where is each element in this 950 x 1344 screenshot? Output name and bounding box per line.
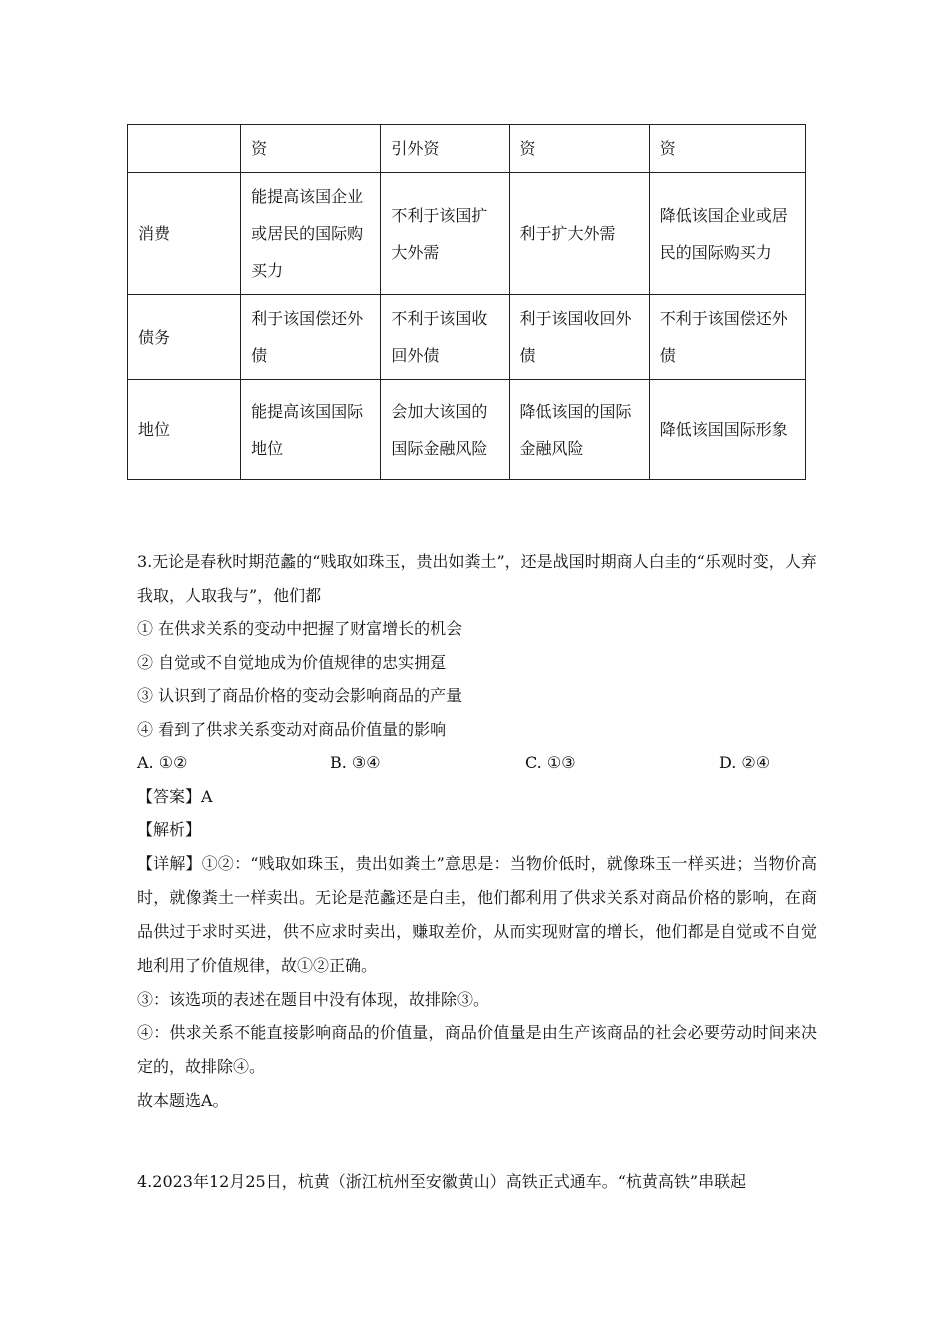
- option-b: B. ③④: [330, 753, 381, 772]
- table-cell: [128, 125, 241, 173]
- table-cell: 能提高该国国际地位: [241, 380, 381, 480]
- table-cell: 利于该国偿还外债: [241, 295, 381, 380]
- analysis-label: 【解析】: [137, 820, 202, 839]
- question-stem: 4.2023年12月25日，杭黄（浙江杭州至安徽黄山）高铁正式通车。“杭黄高铁”串联起: [137, 1172, 747, 1191]
- table-row: [128, 295, 806, 380]
- option-c: C. ①③: [525, 753, 576, 772]
- table-cell: 会加大该国的国际金融风险: [381, 380, 509, 480]
- option-d: D. ②④: [719, 753, 771, 772]
- statement-item: ① 在供求关系的变动中把握了财富增长的机会: [137, 619, 463, 638]
- answer-options: [137, 746, 817, 780]
- explanation-note: ③：该选项的表述在题目中没有体现，故排除③。: [137, 989, 490, 1009]
- question-stem: 3.无论是春秋时期范蠡的“贱取如珠玉，贵出如粪土”，还是战国时期商人白圭的“乐观时变，人弃我取，人取我与”，他们都: [137, 552, 817, 605]
- conclusion: 故本题选A。: [137, 1091, 229, 1110]
- explanation-note: ④：供求关系不能直接影响商品的价值量，商品价值量是由生产该商品的社会必要劳动时间来决定的，故排除④。: [137, 1023, 817, 1076]
- table-row: [128, 173, 806, 295]
- table-cell: 引外资: [381, 125, 509, 173]
- table-cell: 资: [509, 125, 649, 173]
- table-cell: 不利于该国扩大外需: [381, 173, 509, 295]
- detail-explanation: 【详解】①②：“贱取如珠玉，贵出如粪土”意思是：当物价低时，就像珠玉一样买进；当物价高时，就像粪土一样卖出。无论是范蠡还是白圭，他们都利用了供求关系对商品价格的影响，在商品供过于求时买进，供不应求时卖出，赚取差价，从而实现财富的增长，他们都是自觉或不自觉地利用了价值规律，故①②正确。: [137, 853, 817, 975]
- statement-item: ③ 认识到了商品价格的变动会影响商品的产量: [137, 686, 463, 705]
- table-cell: 降低该国的国际金融风险: [509, 380, 649, 480]
- table-cell: 降低该国企业或居民的国际购买力: [649, 173, 805, 295]
- table-cell: 不利于该国收回外债: [381, 295, 509, 380]
- table-cell: 资: [241, 125, 381, 173]
- comparison-table: [127, 124, 806, 480]
- statement-item: ② 自觉或不自觉地成为价值规律的忠实拥趸: [137, 652, 447, 672]
- statement-item: ④ 看到了供求关系变动对商品价值量的影响: [137, 719, 447, 739]
- table-cell: 资: [649, 125, 805, 173]
- table-row: [128, 125, 806, 173]
- table-cell: 能提高该国企业或居民的国际购买力: [241, 173, 381, 295]
- question-3: [137, 545, 817, 1118]
- table-cell: 不利于该国偿还外债: [649, 295, 805, 380]
- table-cell: 利于该国收回外债: [509, 295, 649, 380]
- answer-line: 【答案】A: [137, 786, 213, 806]
- question-4: [137, 1165, 817, 1199]
- table-row-header: 债务: [128, 295, 241, 380]
- table-cell: 降低该国国际形象: [649, 380, 805, 480]
- table-row-header: 地位: [128, 380, 241, 480]
- table-row-header: 消费: [128, 173, 241, 295]
- option-a: A. ①②: [137, 753, 188, 772]
- table-row: [128, 380, 806, 480]
- table-cell: 利于扩大外需: [509, 173, 649, 295]
